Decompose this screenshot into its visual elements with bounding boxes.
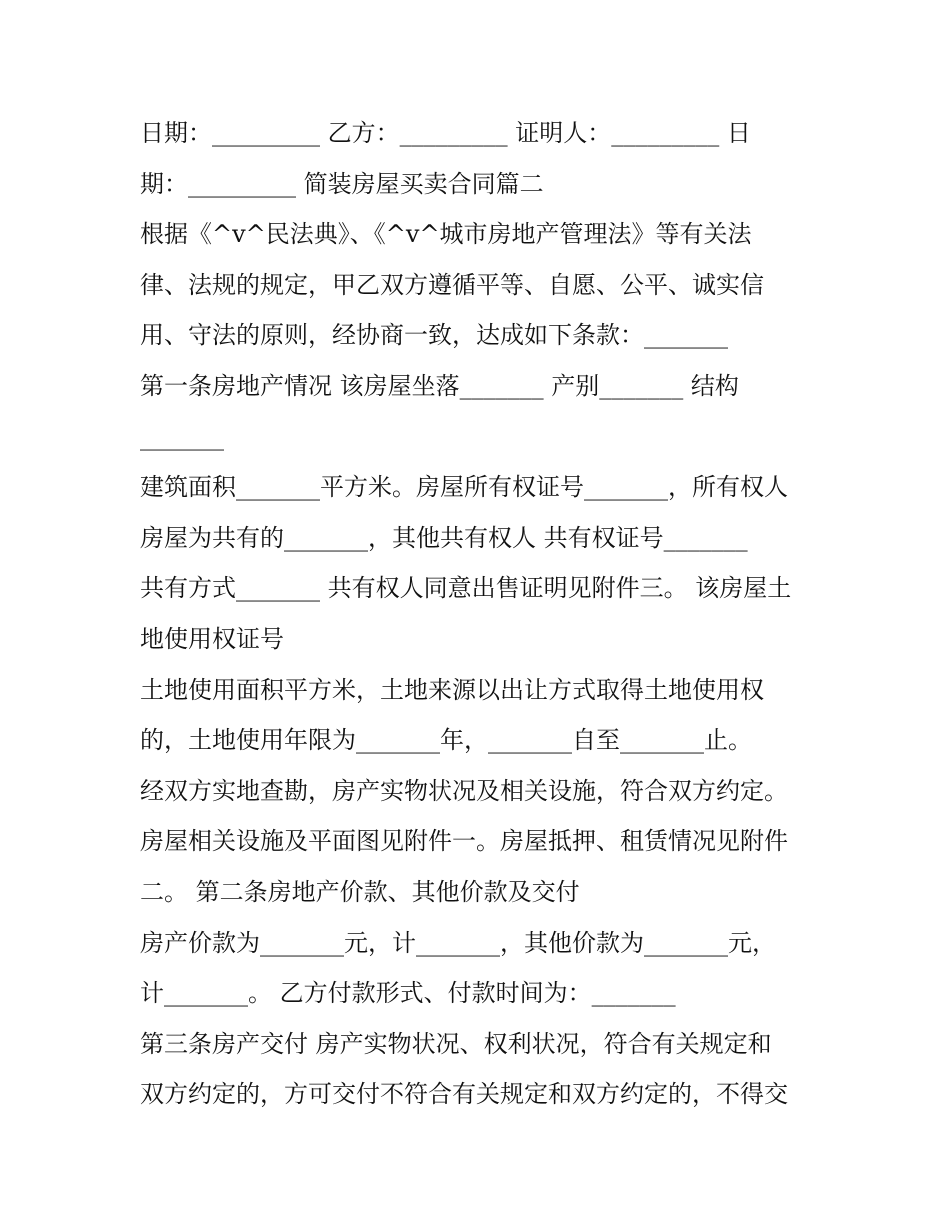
text-line: 律、法规的规定，甲乙双方遵循平等、自愿、公平、诚实信 xyxy=(140,270,764,299)
text-line: 的，土地使用年限为_______年，_______自至_______止。 xyxy=(140,726,752,755)
text-line: 计_______。 乙方付款形式、付款时间为：_______ xyxy=(140,979,676,1008)
text-line: 经双方实地查勘，房产实物状况及相关设施，符合双方约定。 xyxy=(140,776,788,805)
text-line: 第一条房地产情况 该房屋坐落_______ 产别_______ 结构 xyxy=(140,371,739,400)
text-line: 地使用权证号 xyxy=(140,624,284,653)
text-line: 根据《^v^民法典》、《^v^城市房地产管理法》等有关法 xyxy=(140,220,752,249)
text-line: 双方约定的，方可交付不符合有关规定和双方约定的，不得交 xyxy=(140,1080,788,1109)
contract-body-text xyxy=(140,108,820,1120)
text-line: 期：_________ 简装房屋买卖合同篇二 xyxy=(140,169,544,198)
text-line: 二。 第二条房地产价款、其他价款及交付 xyxy=(140,877,580,906)
text-line: 共有方式_______ 共有权人同意出售证明见附件三。 该房屋土 xyxy=(140,574,792,603)
text-line: 房屋相关设施及平面图见附件一。房屋抵押、租赁情况见附件 xyxy=(140,827,788,856)
text-line: 房屋为共有的_______，其他共有权人 共有权证号_______ xyxy=(140,523,748,552)
text-line: 房产价款为_______元，计_______，其他价款为_______元， xyxy=(140,928,776,957)
text-line: _______ xyxy=(140,422,224,451)
text-line: 土地使用面积平方米，土地来源以出让方式取得土地使用权 xyxy=(140,675,764,704)
text-line: 第三条房产交付 房产实物状况、权利状况，符合有关规定和 xyxy=(140,1029,772,1058)
text-line: 日期：_________ 乙方：_________ 证明人：_________ 日 xyxy=(140,119,751,147)
text-line: 建筑面积_______平方米。房屋所有权证号_______，所有权人 xyxy=(140,473,788,502)
text-line: 用、守法的原则，经协商一致，达成如下条款：_______ xyxy=(140,321,728,350)
